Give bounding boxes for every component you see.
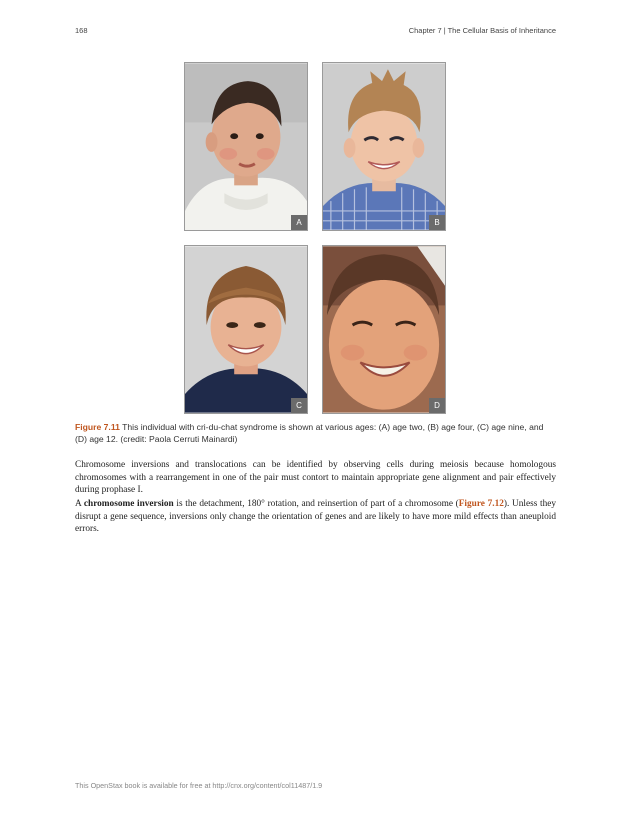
- paragraph-chromosome-inversion: [75, 498, 556, 536]
- child-portrait-age-two-icon: [185, 63, 307, 230]
- child-portrait-age-twelve-icon: [323, 246, 445, 413]
- child-portrait-age-four-icon: [323, 63, 445, 230]
- photo-b: [322, 62, 446, 231]
- paragraph-text: A: [75, 499, 84, 509]
- figure-caption-text: This individual with cri-du-chat syndrome is shown at various ages: (A) age two, (B) age four, (C) age nine, and (D) age 12. (credit: Paola Cerruti Mainardi): [75, 422, 544, 444]
- photo-d: [322, 245, 446, 414]
- photo-a: [184, 62, 308, 231]
- paragraph-text: ). Unless they disrupt a gene sequence, inversions only change the orientation of genes and are likely to have more mild effects than aneuploid errors.: [75, 499, 557, 535]
- paragraph-inversions-translocations: Chromosome inversions and translocations can be identified by observing cells during meiosis because homologous chromosomes with a rearrangement in one of the pair must contort to maintain appropriate gene alignment and pair effectively during prophase I.: [75, 460, 556, 496]
- photo-label: C: [291, 398, 307, 413]
- photo-c: [184, 245, 308, 414]
- running-head: Chapter 7 | The Cellular Basis of Inheritance: [408, 26, 556, 35]
- figure-caption: [75, 421, 556, 445]
- photo-label: D: [429, 398, 445, 413]
- photo-label: A: [291, 215, 307, 230]
- photo-label: B: [429, 215, 445, 230]
- footer-notice: This OpenStax book is available for free at http://cnx.org/content/col11487/1.9: [75, 781, 323, 790]
- page-number: 168: [75, 26, 88, 35]
- paragraph-text: is the detachment, 180° rotation, and reinsertion of part of a chromosome (: [173, 499, 459, 509]
- child-portrait-age-nine-icon: [185, 246, 307, 413]
- figure-label: Figure 7.11: [75, 422, 120, 432]
- figure-7-12-link[interactable]: Figure 7.12: [458, 499, 504, 509]
- key-term-chromosome-inversion: chromosome inversion: [83, 499, 174, 509]
